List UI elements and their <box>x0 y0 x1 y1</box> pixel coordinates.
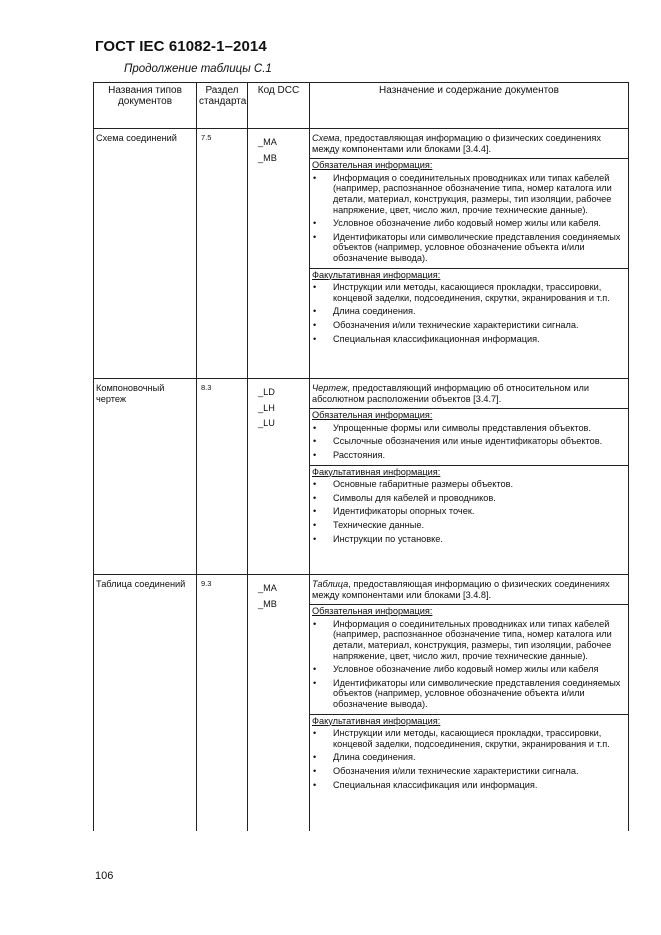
table-header-row <box>94 83 629 129</box>
description-intro <box>312 133 628 154</box>
list-item: • Инструкции по установке. <box>312 534 628 545</box>
list-item: • Длина соединения. <box>312 752 628 763</box>
mandatory-info-list <box>312 619 628 710</box>
table-row <box>94 379 629 575</box>
column-header-purpose: Назначение и содержание документов <box>310 83 629 129</box>
description-term: Таблица <box>312 579 349 589</box>
dcc-code: _MB <box>258 152 277 163</box>
dcc-code: _MA <box>258 583 277 593</box>
list-item: • Идентификаторы опорных точек. <box>312 506 628 517</box>
dcc-code: _MB <box>258 598 277 609</box>
table-row <box>94 129 629 379</box>
optional-info-list <box>312 728 628 790</box>
list-item: • Идентификаторы или символические представления соединяемых объектов (например, условное обозначение объекта и/или обозначение вывода). <box>312 232 628 264</box>
list-item: • Символы для кабелей и проводников. <box>312 493 628 504</box>
doc-type-name-cell: Таблица соединений <box>94 575 197 831</box>
purpose-cell <box>310 575 629 831</box>
list-item: • Расстояния. <box>312 450 628 461</box>
dcc-code: _LD <box>258 387 275 397</box>
purpose-cell <box>310 129 629 379</box>
description-text: , предоставляющий информацию об относительном или абсолютном расположении объектов [3.4.7]. <box>312 383 589 404</box>
list-item: • Специальная классификация или информация. <box>312 780 628 791</box>
page-number: 106 <box>95 870 114 882</box>
mandatory-info-heading: Обязательная информация: <box>310 604 628 617</box>
doc-type-name-cell: Компоновочный чертеж <box>94 379 197 575</box>
doc-type-name-cell: Схема соединений <box>94 129 197 379</box>
list-item: • Основные габаритные размеры объектов. <box>312 479 628 490</box>
list-item: • Упрощенные формы или символы представления объектов. <box>312 423 628 434</box>
list-item: • Условное обозначение либо кодовый номер жилы или кабеля. <box>312 218 628 229</box>
description-text: , предоставляющая информацию о физических соединениях между компонентами или блоками [3.4.8]. <box>312 579 610 600</box>
description-term: Чертеж <box>312 383 348 393</box>
list-item: • Длина соединения. <box>312 306 628 317</box>
documents-table <box>93 82 629 831</box>
list-item: • Информация о соединительных проводниках или типах кабелей (например, распознанное обозначение типа, номер каталога или детали, материал, конструкция, размеры, тип изоляции, рабочее напряжение, цвет, число жил, прочие технические данные). <box>312 619 628 661</box>
column-header-section: Раздел стандарта <box>197 83 248 129</box>
dcc-code: _LH <box>258 402 275 413</box>
description-term: Схема <box>312 133 340 143</box>
list-item: • Специальная классификационная информация. <box>312 334 628 345</box>
list-item: • Инструкции или методы, касающиеся прокладки, трассировки, концевой заделки, подсоединения, скрутки, экранирования и т.п. <box>312 282 628 303</box>
list-item: • Идентификаторы или символические представления соединяемых объектов (например, условное обозначение объекта и/или обозначение вывода). <box>312 678 628 710</box>
dcc-codes-cell <box>248 379 310 575</box>
document-title: ГОСТ IEC 61082-1–2014 <box>95 38 267 55</box>
dcc-codes-cell <box>248 129 310 379</box>
mandatory-info-list <box>312 173 628 264</box>
section-number-cell: 7.5 <box>197 129 248 379</box>
table-row <box>94 575 629 831</box>
section-number-cell: 9.3 <box>197 575 248 831</box>
list-item: • Информация о соединительных проводниках или типах кабелей (например, распознанное обозначение типа, номер каталога или детали, материал, конструкция, размеры, тип изоляции, рабочее напряжение, цвет, число жил, прочие технические данные). <box>312 173 628 215</box>
optional-info-heading: Факультативная информация: <box>310 714 628 727</box>
dcc-codes-cell <box>248 575 310 831</box>
mandatory-info-heading: Обязательная информация: <box>310 158 628 171</box>
purpose-cell <box>310 379 629 575</box>
optional-info-heading: Факультативная информация: <box>310 465 628 478</box>
description-text: , предоставляющая информацию о физических соединениях между компонентами или блоками [3.4.4]. <box>312 133 601 154</box>
description-intro <box>312 579 628 600</box>
mandatory-info-list <box>312 423 628 461</box>
dcc-code: _LU <box>258 418 275 429</box>
section-number-cell: 8.3 <box>197 379 248 575</box>
description-intro <box>312 383 628 404</box>
list-item: • Обозначения и/или технические характеристики сигнала. <box>312 320 628 331</box>
list-item: • Ссылочные обозначения или иные идентификаторы объектов. <box>312 436 628 447</box>
dcc-code: _MA <box>258 137 277 147</box>
list-item: • Технические данные. <box>312 520 628 531</box>
mandatory-info-heading: Обязательная информация: <box>310 408 628 421</box>
optional-info-list <box>312 282 628 344</box>
optional-info-heading: Факультативная информация: <box>310 268 628 281</box>
column-header-doc-type: Названия типов документов <box>94 83 197 129</box>
list-item: • Инструкции или методы, касающиеся прокладки, трассировки, концевой заделки, подсоединения, скрутки, экранирования и т.п. <box>312 728 628 749</box>
list-item: • Обозначения и/или технические характеристики сигнала. <box>312 766 628 777</box>
optional-info-list <box>312 479 628 544</box>
list-item: • Условное обозначение либо кодовый номер жилы или кабеля <box>312 664 628 675</box>
column-header-dcc-code: Код DCC <box>248 83 310 129</box>
table-continuation-caption: Продолжение таблицы С.1 <box>124 63 272 75</box>
